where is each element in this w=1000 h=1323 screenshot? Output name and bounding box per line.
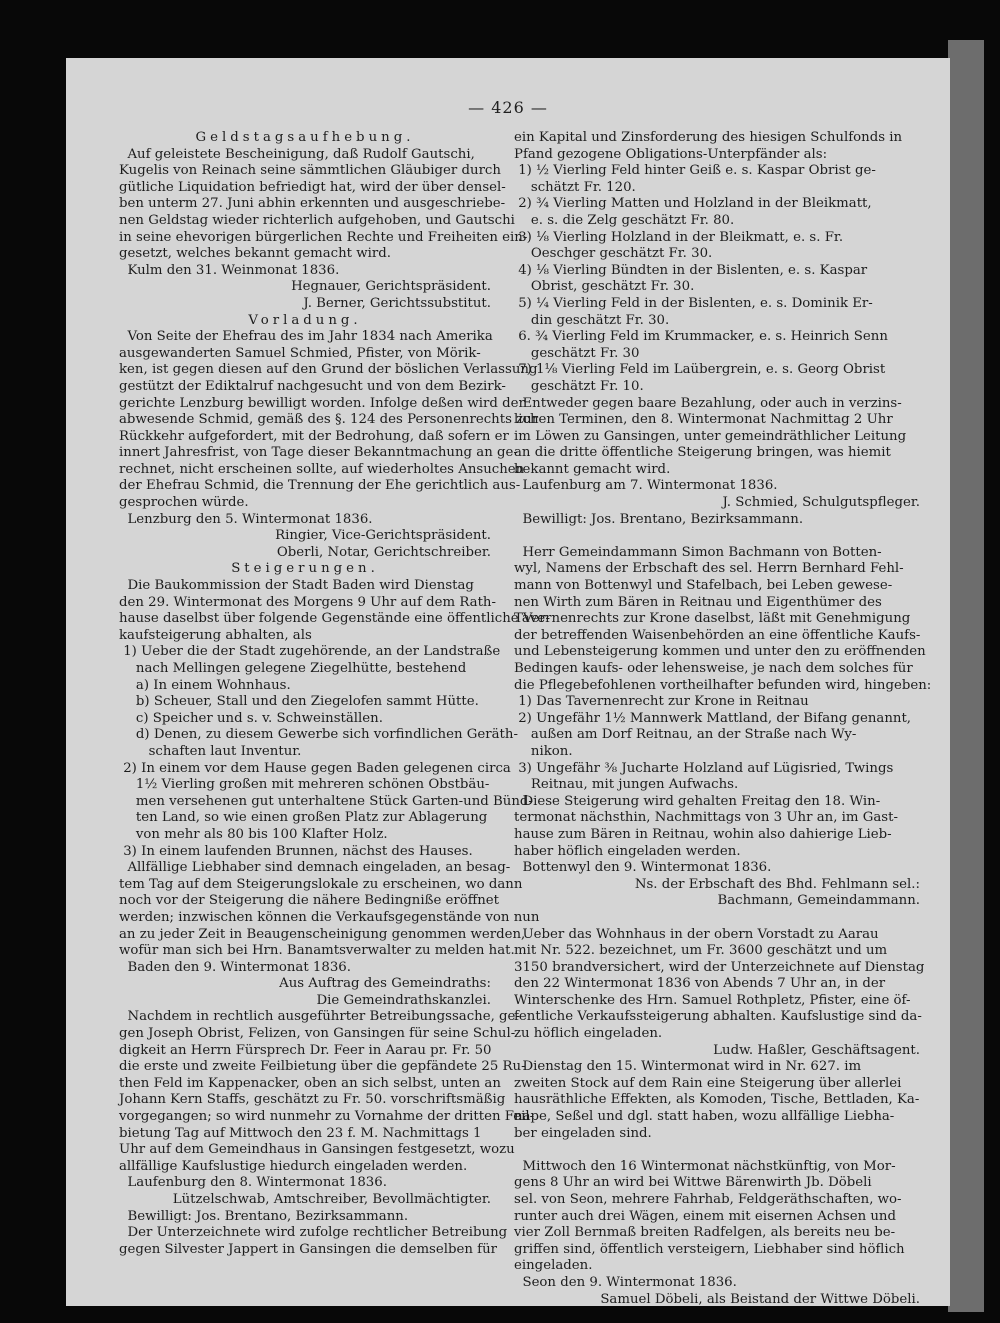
notice-paragraph: Die Baukommission der Stadt Baden wird Dienstag den 29. Wintermonat des Morgens 9 Uhr auf dem Rath- hause daselbst über folgende Gegenstände eine öffentliche Ver- kaufsteigerung abhalten, als 1) Ueber die der Stadt zugehörende, an der Landstraße nach Mellingen gelegene Ziegelhütte, bestehend a) In einem Wohnhaus. b) Scheuer, Stall und den Ziegelofen sammt Hütte. c) Speicher und s. v. Schweinställen. d) Denen, zu diesem Gewerbe sich vorfindlichen Geräth- schaften laut Inventur. 2) In einem vor dem Hause gegen Baden gelegenen circa 1½ Vierling großen mit mehreren schönen Obstbäu- men versehenen gut unterhaltene Stück Garten-und Bünd- ten Land, so wie einen großen Platz zur Ablagerung von mehr als 80 bis 100 Klafter Holz. 3) In einem laufenden Brunnen, nächst des Hauses. Allfällige Liebhaber sind demnach eingeladen, an besag- tem Tag auf dem Steigerungslokale zu erscheinen, wo dann noch vor der Steigerung die nähere Bedingniße eröffnet werden; inzwischen können die Verkaufsgegenstände von nun an zu jeder Zeit in Beaugenscheinigung genommen werden, wofür man sich bei Hrn. Banamtsverwalter zu melden hat. Baden den 9. Wintermonat 1836.	[119, 578, 550, 975]
signature-block: Ns. der Erbschaft des Bhd. Fehlmann sel.: Bachmann, Gemeindammann.	[634, 876, 920, 909]
notice-paragraph: Dienstag den 15. Wintermonat wird in Nr. 627. im zweiten Stock auf dem Rain eine Steigerung über allerlei hausräthliche Effekten, als Komoden, Tische, Bettladen, Ka- nape, Seßel und dgl. statt haben, wozu allfällige Liebha- ber eingeladen sind. Mittwoch den 16 Wintermonat nächstkünftig, von Mor- gens 8 Uhr an wird bei Wittwe Bärenwirth Jb. Döbeli sel. von Seon, mehrere Fahrhab, Feldgeräthschaften, wo- runter auch drei Wägen, einem mit eisernen Achsen und vier Zoll Bernmaß breiten Radfelgen, als bereits neu be- griffen sind, öffentlich versteigern, Liebhaber sind höflich eingeladen. Seon den 9. Wintermonat 1836.	[514, 1059, 920, 1290]
signature-block: J. Schmied, Schulgutspfleger.	[722, 495, 920, 511]
scan-edge	[948, 40, 984, 1312]
signature-block: Ludw. Haßler, Geschäftsagent.	[713, 1042, 920, 1058]
notice-paragraph: Bewilligt: Jos. Brentano, Bezirksammann. Herr Gemeindammann Simon Bachmann von Botten- wyl, Namens der Erbschaft des sel. Herrn Bernhard Fehl- mann von Bottenwyl und Stafelbach, bei Leben gewese- nen Wirth zum Bären in Reitnau und Eigenthümer des Tavernenrechts zur Krone daselbst, läßt mit Genehmigung der betreffenden Waisenbehörden an eine öffentliche Kaufs- und Lebensteigerung kommen und unter den zu eröffnenden Bedingen kaufs- oder lehensweise, je nach dem solches für die Pflegebefohlenen vortheilhafter befunden wird, hingeben: 1) Das Tavernenrecht zur Krone in Reitnau 2) Ungefähr 1½ Mannwerk Mattland, der Bifang genannt, außen am Dorf Reitnau, an der Straße nach Wy- nikon. 3) Ungefähr ⅜ Jucharte Holzland auf Lügisried, Twings Reitnau, mit jungen Aufwachs. Diese Steigerung wird gehalten Freitag den 18. Win- termonat nächsthin, Nachmittags von 3 Uhr an, im Gast- hause zum Bären in Reitnau, wohin also dahierige Lieb- haber höflich eingeladen werden. Bottenwyl den 9. Wintermonat 1836.	[514, 511, 932, 876]
notice-paragraph: Auf geleistete Bescheinigung, daß Rudolf Gautschi, Kugelis von Reinach seine sämmtlichen Gläubiger durch gütliche Liquidation befriedigt hat, wird der über densel- ben unterm 27. Juni abhin erkennten und ausgeschriebe- nen Geldstag wieder richterlich aufgehoben, und Gautschi in seine ehevorigen bürgerlichen Rechte und Freiheiten ein- gesetzt, welches bekannt gemacht wird. Kulm den 31. Weinmonat 1836.	[119, 146, 528, 278]
section-heading: Vorladung.	[248, 312, 362, 328]
signature-block: Lützelschwab, Amtschreiber, Bevollmächtigter.	[172, 1192, 491, 1207]
right-column	[514, 130, 932, 1306]
signature-block: Hegnauer, Gerichtspräsident. J. Berner, Gerichtssubstitut.	[291, 279, 491, 311]
section-heading: Steigerungen.	[231, 561, 379, 577]
notice-paragraph: Nachdem in rechtlich ausgeführter Betreibungssache, ge- gen Joseph Obrist, Felizen, von Gansingen für seine Schul- digkeit an Herrn Fürsprech Dr. Feer in Aarau pr. Fr. 50 die erste und zweite Feilbietung über die gepfändete 25 Ru- then Feld im Kappenacker, oben an sich selbst, unten an Johann Kern Staffs, geschätzt zu Fr. 50. vorschriftsmäßig vorgegangen; so wird nunmehr zu Vornahme der dritten Feil- bietung Tag auf Mittwoch den 23 f. M. Nachmittags 1 Uhr auf dem Gemeindhaus in Gansingen festgesetzt, wozu allfällige Kaufslustige hiedurch eingeladen werden. Laufenburg den 8. Wintermonat 1836.	[119, 1009, 535, 1191]
signature-block: Aus Auftrag des Gemeindraths: Die Gemeindrathskanzlei.	[279, 976, 491, 1008]
notice-paragraph: Ueber das Wohnhaus in der obern Vorstadt zu Aarau mit Nr. 522. bezeichnet, um Fr. 3600 geschätzt und um 3150 brandversichert, wird der Unterzeichnete auf Dienstag den 22 Wintermonat 1836 von Abends 7 Uhr an, in der Winterschenke des Hrn. Samuel Rothpletz, Pfister, eine öf- fentliche Verkaufssteigerung abhalten. Kaufslustige sind da- zu höflich eingeladen.	[514, 926, 925, 1042]
notice-paragraph: ein Kapital und Zinsforderung des hiesigen Schulfonds in Pfand gezogene Obligations-Unterpfänder als: 1) ½ Vierling Feld hinter Geiß e. s. Kaspar Obrist ge- schätzt Fr. 120. 2) ¾ Vierling Matten und Holzland in der Bleikmatt, e. s. die Zelg geschätzt Fr. 80. 3) ⅛ Vierling Holzland in der Bleikmatt, e. s. Fr. Oeschger geschätzt Fr. 30. 4) ⅛ Vierling Bündten in der Bislenten, e. s. Kaspar Obrist, geschätzt Fr. 30. 5) ¼ Vierling Feld in der Bislenten, e. s. Dominik Er- din geschätzt Fr. 30. 6. ¾ Vierling Feld im Krummacker, e. s. Heinrich Senn geschätzt Fr. 30 7) 1⅛ Vierling Feld im Laübergrein, e. s. Georg Obrist geschätzt Fr. 10. Entweder gegen baare Bezahlung, oder auch in verzins- lichen Terminen, den 8. Wintermonat Nachmittag 2 Uhr im Löwen zu Gansingen, unter gemeindräthlicher Leitung an die dritte öffentliche Steigerung bringen, was hiemit bekannt gemacht wird. Laufenburg am 7. Wintermonat 1836.	[514, 130, 907, 494]
notice-paragraph: Bewilligt: Jos. Brentano, Bezirksammann. Der Unterzeichnete wird zufolge rechtlicher Betreibung gegen Silvester Jappert in Gansingen die demselben für	[119, 1208, 508, 1257]
left-column	[119, 130, 550, 1258]
section-heading: Geldstagsaufhebung.	[195, 130, 415, 145]
signature-block: Ringier, Vice-Gerichtspräsident. Oberli, Notar, Gerichtschreiber.	[275, 528, 491, 560]
page-number: — 426 —	[468, 98, 548, 117]
signature-block: Samuel Döbeli, als Beistand der Wittwe Döbeli.	[600, 1291, 920, 1306]
newspaper-page	[66, 58, 950, 1306]
notice-paragraph: Von Seite der Ehefrau des im Jahr 1834 nach Amerika ausgewanderten Samuel Schmied, Pfister, von Mörik- ken, ist gegen diesen auf den Grund der böslichen Verlassung gestützt der Ediktalruf nachgesucht und von dem Bezirk- gerichte Lenzburg bewilligt worden. Infolge deßen wird der abwesende Schmid, gemäß des §. 124 des Personenrechts zur Rückkehr aufgefordert, mit der Bedrohung, daß sofern er innert Jahresfrist, von Tage dieser Bekanntmachung an ge- rechnet, nicht erscheinen sollte, auf wiederholtes Ansuchen der Ehefrau Schmid, die Trennung der Ehe gerichtlich aus- gesprochen würde. Lenzburg den 5. Wintermonat 1836.	[119, 329, 539, 527]
